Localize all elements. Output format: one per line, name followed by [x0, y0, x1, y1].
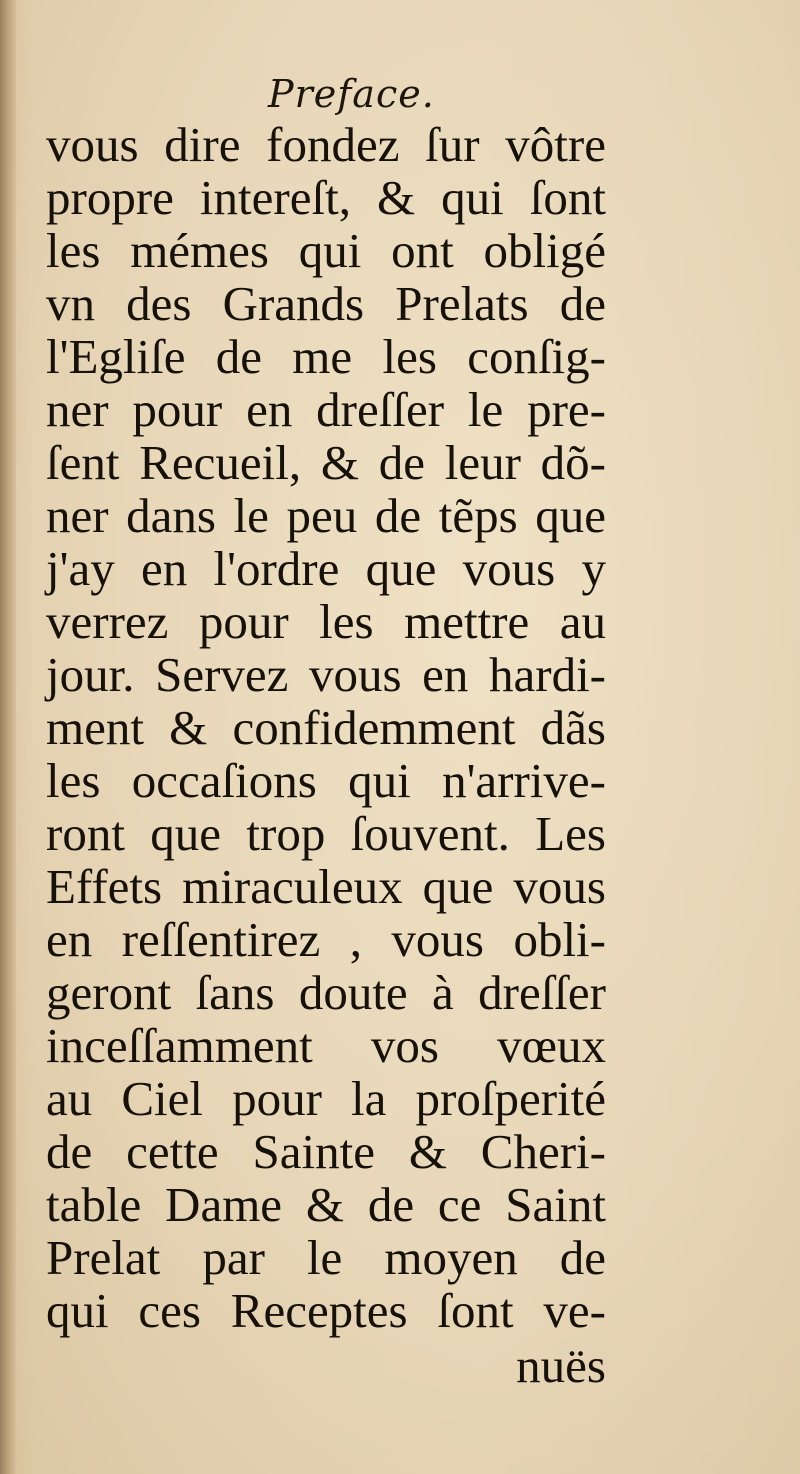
body-text: [46, 118, 606, 1392]
text-line: geront ſans doute à dreſſer: [46, 965, 606, 1020]
text-line: Prelat par le moyen de: [46, 1230, 606, 1285]
text-line: Effets miraculeux que vous: [46, 859, 606, 914]
page-gutter: [0, 0, 16, 1474]
text-line: jour. Servez vous en hardi-: [46, 647, 606, 702]
text-line: vous dire fondez ſur vôtre: [46, 117, 606, 172]
text-line: ment & confidemment dãs: [46, 700, 606, 755]
text-line: de cette Sainte & Cheri-: [46, 1124, 606, 1179]
text-line: inceſſamment vos vœux: [46, 1018, 606, 1073]
text-line: j'ay en l'ordre que vous y: [46, 541, 606, 596]
text-line: qui ces Receptes ſont ve-: [46, 1283, 606, 1338]
text-line: ront que trop ſouvent. Les: [46, 806, 606, 861]
catchword: nuës: [516, 1338, 606, 1393]
text-line: en reſſentirez , vous obli-: [46, 912, 606, 967]
text-line: verrez pour les mettre au: [46, 594, 606, 649]
text-line: les mémes qui ont obligé: [46, 223, 606, 278]
text-line: vn des Grands Prelats de: [46, 276, 606, 331]
running-head: Preface.: [268, 72, 435, 116]
text-line: propre intereſt, & qui ſont: [46, 170, 606, 225]
text-line: ſent Recueil, & de leur dõ-: [46, 435, 606, 490]
text-line: au Ciel pour la proſperité: [46, 1071, 606, 1126]
text-line: ner dans le peu de tẽps que: [46, 488, 606, 543]
text-line: table Dame & de ce Saint: [46, 1177, 606, 1232]
text-line: les occaſions qui n'arrive-: [46, 753, 606, 808]
text-line: l'Egliſe de me les conſig-: [46, 329, 606, 384]
text-line: ner pour en dreſſer le pre-: [46, 382, 606, 437]
